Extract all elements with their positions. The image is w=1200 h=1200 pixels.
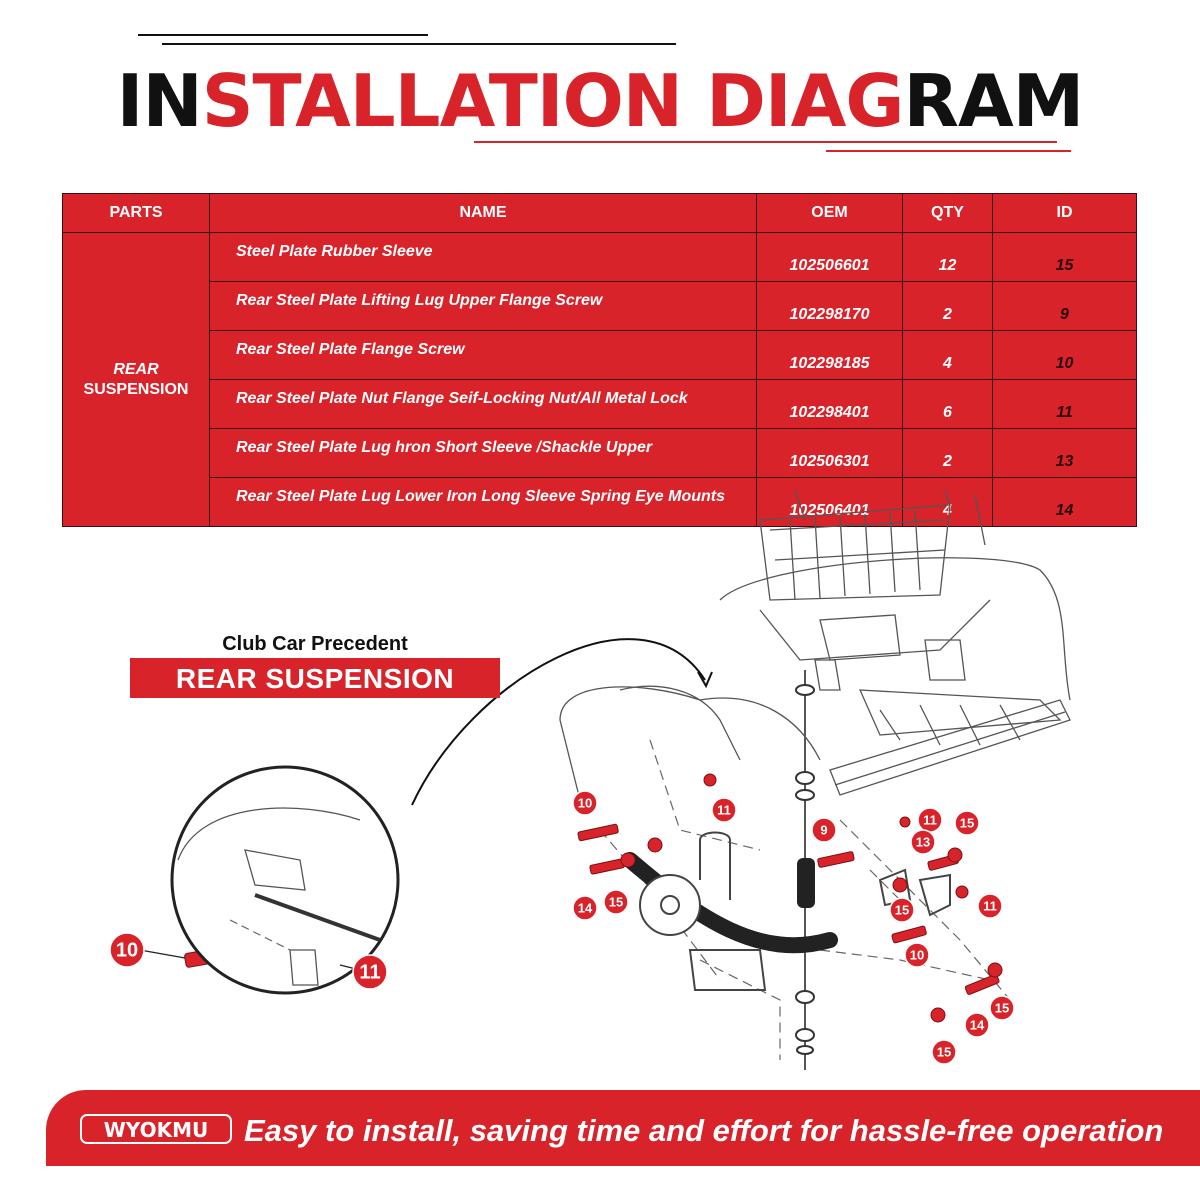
part-name: Rear Steel Plate Lug hron Short Sleeve /Shackle Upper (210, 429, 757, 478)
part-id: 14 (993, 478, 1137, 527)
callout-number: 15 (994, 1000, 1010, 1016)
part-oem: 102506301 (757, 429, 903, 478)
table-row (63, 233, 1137, 282)
callout-badge (965, 1013, 989, 1037)
col-header-parts: PARTS (63, 194, 210, 233)
header-rule-bottom-red-2 (826, 150, 1071, 152)
callout-number: 15 (959, 815, 975, 831)
part-qty: 6 (903, 380, 993, 429)
leaf-spring (630, 833, 830, 991)
callout-badge (712, 798, 736, 822)
callout-number: 15 (608, 894, 624, 910)
part-id: 10 (993, 331, 1137, 380)
part-qty: 12 (903, 233, 993, 282)
table-header-row (63, 194, 1137, 233)
table-row (63, 380, 1137, 429)
part-name: Rear Steel Plate Nut Flange Seif-Locking Nut/All Metal Lock (210, 380, 757, 429)
part-qty: 4 (903, 331, 993, 380)
callout-badge (812, 818, 836, 842)
title-part-2: STALLATION DIAG (201, 59, 904, 143)
callout-badge (905, 943, 929, 967)
part-qty: 2 (903, 429, 993, 478)
suspension-diagram (0, 478, 1200, 1088)
callout-number: 11 (983, 898, 997, 914)
col-header-id: ID (993, 194, 1137, 233)
part-oem: 102506601 (757, 233, 903, 282)
callout-number: 10 (909, 947, 925, 963)
callout-badge (955, 811, 979, 835)
callout-badge (918, 808, 942, 832)
callout-badge (990, 996, 1014, 1020)
part-id: 13 (993, 429, 1137, 478)
part-id: 11 (993, 380, 1137, 429)
callout-badge (932, 1040, 956, 1064)
table-row (63, 429, 1137, 478)
part-oem: 102298170 (757, 282, 903, 331)
part-id: 9 (993, 282, 1137, 331)
callout-badge (911, 830, 935, 854)
col-header-name: NAME (210, 194, 757, 233)
footer-tagline: Easy to install, saving time and effort for hassle-free operation (244, 1113, 1164, 1148)
callout-badge (353, 955, 387, 989)
part-name: Rear Steel Plate Lifting Lug Upper Flange Screw (210, 282, 757, 331)
col-header-qty: QTY (903, 194, 993, 233)
group-label-line-2: SUSPENSION (83, 380, 189, 398)
cart-body-outline (560, 490, 1070, 800)
section-label: REAR SUSPENSION (130, 658, 500, 698)
callout-number: 13 (915, 834, 931, 850)
callout-badge (110, 933, 144, 967)
page-title (0, 58, 1200, 144)
table-row (63, 282, 1137, 331)
part-oem: 102298401 (757, 380, 903, 429)
callout-badge (573, 896, 597, 920)
callout-badge (573, 791, 597, 815)
parts-table (62, 193, 1137, 527)
title-part-1: IN (116, 59, 202, 143)
callout-badge (978, 894, 1002, 918)
part-qty: 2 (903, 282, 993, 331)
table-row (63, 331, 1137, 380)
model-label: Club Car Precedent (222, 633, 408, 655)
callout-number: 10 (577, 795, 593, 811)
header-rule-top-2 (162, 43, 676, 45)
callout-number: 9 (820, 822, 828, 838)
group-label-line-1: REAR (113, 360, 159, 378)
callout-badge (604, 890, 628, 914)
part-oem: 102506401 (757, 478, 903, 527)
part-name: Rear Steel Plate Lug Lower Iron Long Sleeve Spring Eye Mounts (210, 478, 757, 527)
callout-number: 15 (894, 902, 910, 918)
callout-number: 11 (359, 961, 381, 984)
callout-number: 14 (969, 1017, 985, 1033)
callout-badge (890, 898, 914, 922)
title-part-3: RAM (903, 59, 1084, 143)
callout-number: 14 (577, 900, 593, 916)
callout-number: 15 (936, 1044, 952, 1060)
header-rule-top (138, 34, 428, 36)
callout-number: 11 (923, 812, 937, 828)
part-id: 15 (993, 233, 1137, 282)
part-name: Steel Plate Rubber Sleeve (210, 233, 757, 282)
brand-name: WYOKMU (103, 1118, 209, 1142)
part-name: Rear Steel Plate Flange Screw (210, 331, 757, 380)
brand-logo (80, 1112, 232, 1146)
callout-number: 10 (115, 939, 139, 962)
col-header-oem: OEM (757, 194, 903, 233)
callout-number: 11 (717, 802, 731, 818)
part-qty: 4 (903, 478, 993, 527)
part-oem: 102298185 (757, 331, 903, 380)
